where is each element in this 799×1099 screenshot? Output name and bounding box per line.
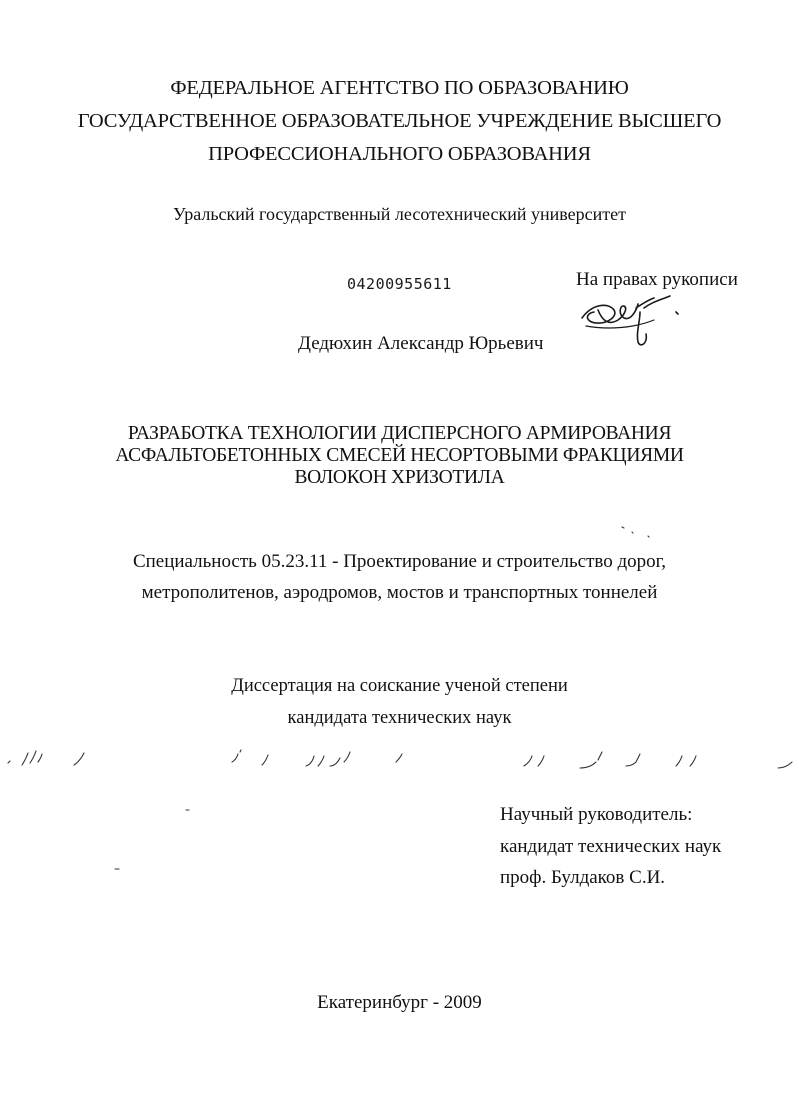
library-serial-number: 04200955611 xyxy=(347,275,452,293)
city-and-year: Екатеринбург - 2009 xyxy=(317,992,482,1013)
degree-statement-line-1: Диссертация на соискание ученой степени xyxy=(231,676,568,696)
supervisor-heading: Научный руководитель: xyxy=(500,804,693,825)
manuscript-rights-note: На правах рукописи xyxy=(576,269,738,290)
agency-name: ФЕДЕРАЛЬНОЕ АГЕНТСТВО ПО ОБРАЗОВАНИЮ xyxy=(170,77,629,99)
author-signature-icon xyxy=(578,290,698,350)
supervisor-degree: кандидат технических наук xyxy=(500,836,722,857)
specialty-line-2: метрополитенов, аэродромов, мостов и транспортных тоннелей xyxy=(141,582,658,603)
dissertation-title-line-1: РАЗРАБОТКА ТЕХНОЛОГИИ ДИСПЕРСНОГО АРМИРОВАНИЯ xyxy=(127,423,672,444)
university-name: Уральский государственный лесотехнический университет xyxy=(173,204,626,224)
author-name: Дедюхин Александр Юрьевич xyxy=(298,333,544,354)
specialty-line-1: Специальность 05.23.11 - Проектирование и строительство дорог, xyxy=(132,551,667,572)
dissertation-title-line-2: АСФАЛЬТОБЕТОННЫХ СМЕСЕЙ НЕСОРТОВЫМИ ФРАКЦИЯМИ xyxy=(115,445,684,466)
degree-statement-line-2: кандидата технических наук xyxy=(287,708,512,728)
dissertation-title-line-3: ВОЛОКОН ХРИЗОТИЛА xyxy=(294,467,505,488)
supervisor-name: проф. Булдаков С.И. xyxy=(500,867,666,888)
institution-type-continued: ПРОФЕССИОНАЛЬНОГО ОБРАЗОВАНИЯ xyxy=(208,143,591,165)
institution-type: ГОСУДАРСТВЕННОЕ ОБРАЗОВАТЕЛЬНОЕ УЧРЕЖДЕНИЕ ВЫСШЕГО xyxy=(77,110,722,132)
